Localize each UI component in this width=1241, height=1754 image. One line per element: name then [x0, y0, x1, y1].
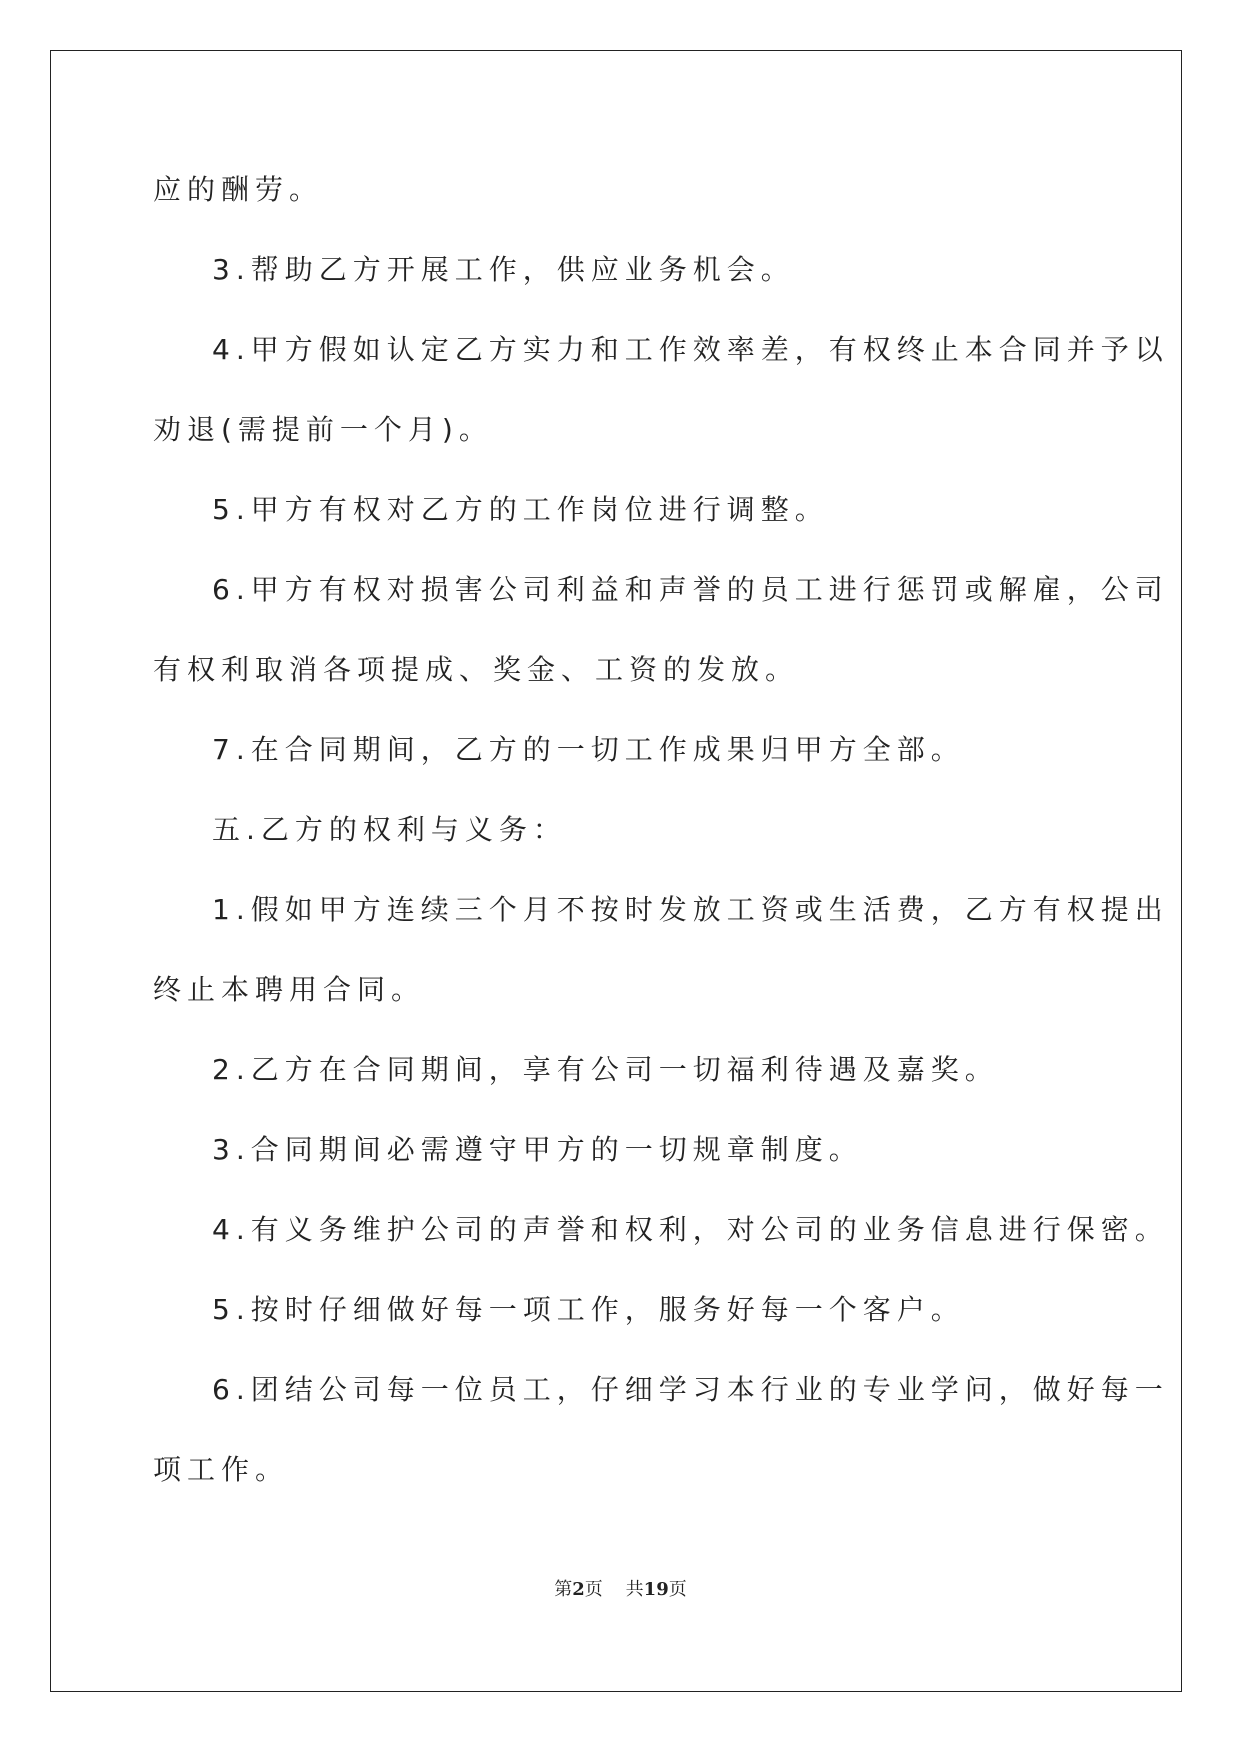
text-line: 3.合同期间必需遵守甲方的一切规章制度。: [212, 1133, 863, 1166]
total-pages: 19: [643, 1579, 669, 1600]
page-number: 2: [572, 1579, 585, 1600]
text-line: 1.假如甲方连续三个月不按时发放工资或生活费，乙方有权提出: [212, 893, 1169, 926]
page-suffix: 页: [584, 1579, 603, 1600]
section-heading: 五.乙方的权利与义务：: [212, 813, 567, 846]
text-line: 有权利取消各项提成、奖金、工资的发放。: [153, 653, 800, 686]
text-line: 4.甲方假如认定乙方实力和工作效率差，有权终止本合同并予以: [212, 333, 1169, 366]
total-prefix: 共: [625, 1579, 644, 1600]
page-frame: [50, 50, 1182, 1692]
page-prefix: 第: [554, 1579, 573, 1600]
total-suffix: 页: [668, 1579, 687, 1600]
page-footer: [0, 1575, 1241, 1601]
text-line: 应的酬劳。: [153, 173, 324, 206]
text-line: 5.按时仔细做好每一项工作，服务好每一个客户。: [212, 1293, 965, 1326]
text-line: 终止本聘用合同。: [153, 973, 426, 1006]
text-line: 劝退(需提前一个月)。: [153, 413, 493, 446]
text-line: 6.甲方有权对损害公司利益和声誉的员工进行惩罚或解雇，公司: [212, 573, 1169, 606]
text-line: 项工作。: [153, 1453, 290, 1486]
text-line: 4.有义务维护公司的声誉和权利，对公司的业务信息进行保密。: [212, 1213, 1169, 1246]
text-line: 3.帮助乙方开展工作，供应业务机会。: [212, 253, 795, 286]
text-line: 5.甲方有权对乙方的工作岗位进行调整。: [212, 493, 829, 526]
text-line: 2.乙方在合同期间，享有公司一切福利待遇及嘉奖。: [212, 1053, 999, 1086]
text-line: 7.在合同期间，乙方的一切工作成果归甲方全部。: [212, 733, 965, 766]
text-line: 6.团结公司每一位员工，仔细学习本行业的专业学问，做好每一: [212, 1373, 1169, 1406]
